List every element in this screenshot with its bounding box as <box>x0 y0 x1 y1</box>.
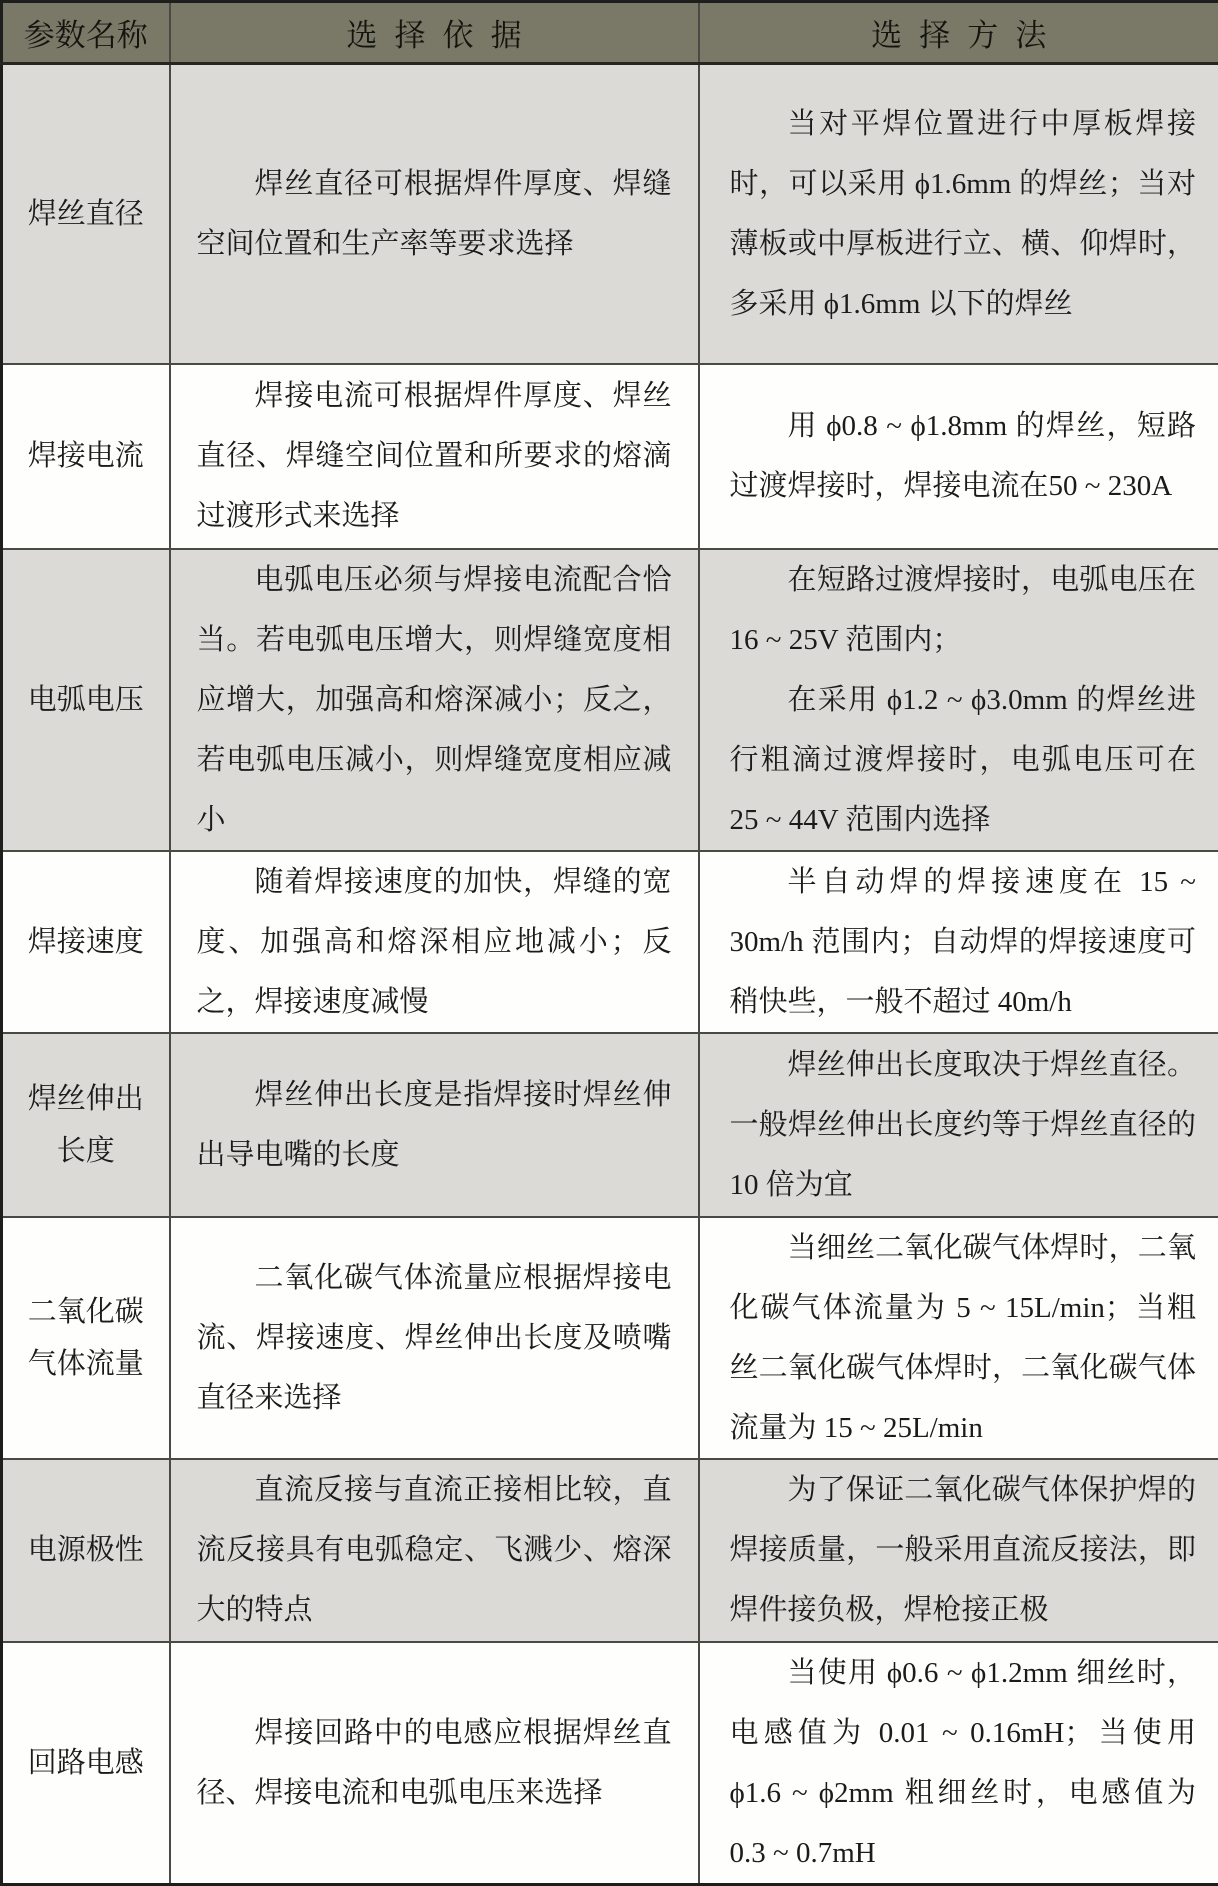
table-row <box>2 1217 1218 1459</box>
table-row <box>2 549 1218 851</box>
param-name-cell: 焊接速度 <box>2 851 170 1033</box>
column-header-selection-method: 选择方法 <box>699 2 1218 64</box>
basis-text: 焊接回路中的电感应根据焊丝直径、焊接电流和电弧电压来选择 <box>197 1703 672 1823</box>
method-text: 当对平焊位置进行中厚板焊接时，可以采用 ϕ1.6mm 的焊丝；当对薄板或中厚板进行立、横、仰焊时，多采用 ϕ1.6mm 以下的焊丝 <box>730 94 1197 334</box>
basis-text: 焊丝伸出长度是指焊接时焊丝伸出导电嘴的长度 <box>197 1065 672 1185</box>
selection-method-cell <box>699 1459 1218 1642</box>
param-name-cell: 电弧电压 <box>2 549 170 851</box>
basis-text: 焊接电流可根据焊件厚度、焊丝直径、焊缝空间位置和所要求的熔滴过渡形式来选择 <box>197 366 672 546</box>
table-row <box>2 851 1218 1033</box>
selection-method-cell <box>699 851 1218 1033</box>
basis-text: 二氧化碳气体流量应根据焊接电流、焊接速度、焊丝伸出长度及喷嘴直径来选择 <box>197 1248 672 1428</box>
selection-method-cell <box>699 1033 1218 1217</box>
basis-text: 直流反接与直流正接相比较，直流反接具有电弧稳定、飞溅少、熔深大的特点 <box>197 1460 672 1640</box>
selection-basis-cell <box>170 1217 699 1459</box>
table-row <box>2 1642 1218 1885</box>
method-text: 用 ϕ0.8 ~ ϕ1.8mm 的焊丝，短路过渡焊接时，焊接电流在50 ~ 230A <box>730 396 1197 516</box>
param-name-cell: 焊丝伸出长度 <box>2 1033 170 1217</box>
table-row <box>2 64 1218 364</box>
selection-basis-cell <box>170 851 699 1033</box>
selection-basis-cell <box>170 1642 699 1885</box>
basis-text: 随着焊接速度的加快，焊缝的宽度、加强高和熔深相应地减小；反之，焊接速度减慢 <box>197 852 672 1032</box>
selection-basis-cell <box>170 64 699 364</box>
selection-basis-cell <box>170 364 699 549</box>
selection-method-cell <box>699 1217 1218 1459</box>
method-text: 当细丝二氧化碳气体焊时，二氧化碳气体流量为 5 ~ 15L/min；当粗丝二氧化碳气体焊时，二氧化碳气体流量为 15 ~ 25L/min <box>730 1218 1197 1458</box>
method-text: 在短路过渡焊接时，电弧电压在 16 ~ 25V 范围内； <box>730 550 1197 670</box>
method-text: 为了保证二氧化碳气体保护焊的焊接质量，一般采用直流反接法，即焊件接负极，焊枪接正极 <box>730 1460 1197 1640</box>
table-row <box>2 364 1218 549</box>
param-name-cell: 二氧化碳气体流量 <box>2 1217 170 1459</box>
selection-method-cell <box>699 364 1218 549</box>
method-text: 半自动焊的焊接速度在 15 ~ 30m/h 范围内；自动焊的焊接速度可稍快些，一般不超过 40m/h <box>730 852 1197 1032</box>
param-name-cell: 回路电感 <box>2 1642 170 1885</box>
table-row <box>2 1459 1218 1642</box>
table-row <box>2 1033 1218 1217</box>
selection-basis-cell <box>170 549 699 851</box>
method-text: 焊丝伸出长度取决于焊丝直径。一般焊丝伸出长度约等于焊丝直径的 10 倍为宜 <box>730 1035 1197 1215</box>
method-text: 当使用 ϕ0.6 ~ ϕ1.2mm 细丝时，电感值为 0.01 ~ 0.16mH；当使用 ϕ1.6 ~ ϕ2mm 粗细丝时，电感值为 0.3 ~ 0.7mH <box>730 1643 1197 1883</box>
column-header-selection-basis: 选择依据 <box>170 2 699 64</box>
param-name-cell: 焊接电流 <box>2 364 170 549</box>
selection-basis-cell <box>170 1459 699 1642</box>
column-header-parameter-name: 参数名称 <box>2 2 170 64</box>
selection-basis-cell <box>170 1033 699 1217</box>
selection-method-cell <box>699 549 1218 851</box>
selection-method-cell <box>699 64 1218 364</box>
selection-method-cell <box>699 1642 1218 1885</box>
param-name-cell: 焊丝直径 <box>2 64 170 364</box>
basis-text: 焊丝直径可根据焊件厚度、焊缝空间位置和生产率等要求选择 <box>197 154 672 274</box>
basis-text: 电弧电压必须与焊接电流配合恰当。若电弧电压增大，则焊缝宽度相应增大，加强高和熔深减小；反之，若电弧电压减小，则焊缝宽度相应减小 <box>197 550 672 850</box>
table-header-row <box>2 2 1218 64</box>
method-text: 在采用 ϕ1.2 ~ ϕ3.0mm 的焊丝进行粗滴过渡焊接时，电弧电压可在 25 ~ 44V 范围内选择 <box>730 670 1197 850</box>
param-name-cell: 电源极性 <box>2 1459 170 1642</box>
